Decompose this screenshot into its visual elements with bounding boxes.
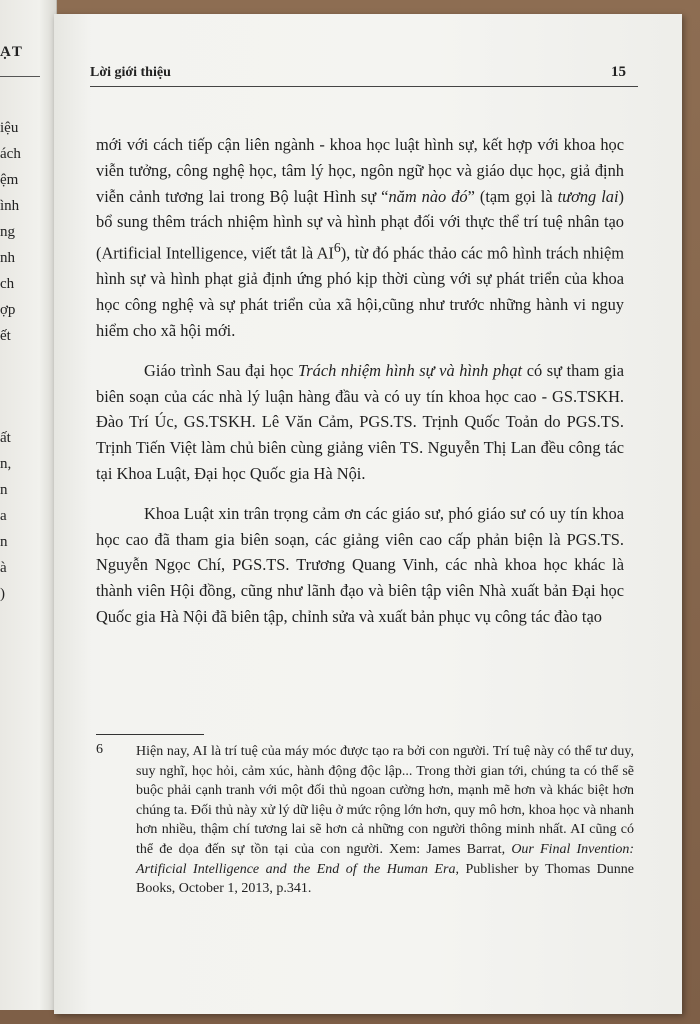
paragraph-1: [96, 132, 624, 344]
left-page-line-fragment: ng: [0, 224, 15, 240]
left-page-line-fragment: a: [0, 508, 7, 524]
footnote: [96, 742, 634, 899]
left-page-line-fragment: ệm: [0, 172, 19, 188]
text-run: ), từ đó phác thảo các mô hình trách nhiệm hình sự và hình phạt giả định ứng phó kịp thời cùng với sự phát triển của khoa học công nghệ và sự phát triển của xã hội,cũng như trước những hành vi nguy hiểm cho xã hội mới.: [96, 243, 624, 341]
text-run: ) bổ sung thêm trách nhiệm hình sự và hình phạt đối với thực thể trí tuệ nhân tạo (Artificial Intelligence, viết tắt là AI: [96, 186, 624, 263]
left-page-line-fragment: ách: [0, 146, 21, 162]
italic-run: Our Final Invention: Artificial Intelligence and the End of the Human Era: [136, 841, 635, 877]
left-page-line-fragment: ợp: [0, 302, 16, 318]
footnote-separator: [96, 734, 204, 735]
footnote-text: [136, 742, 634, 899]
text-run: Khoa Luật xin trân trọng cảm ơn các giáo sư, phó giáo sư có uy tín khoa học cao đã tham gia biên soạn, các giảng viên cao cấp phản biện là PGS.TS. Nguyễn Ngọc Chí, PGS.TS. Trương Quang Vinh, các nhà khoa học khác là thành viên Hội đồng, cũng như lãnh đạo và biên tập viên Nhà xuất bản Đại học Quốc gia Hà Nội đã biên tập, chỉnh sửa và xuất bản phục vụ công tác đào tạo: [96, 503, 624, 627]
left-page-edge: [0, 0, 57, 1010]
italic-run: Trách nhiệm hình sự và hình phạt: [298, 360, 523, 380]
text-run: Hiện nay, AI là trí tuệ của máy móc được tạo ra bởi con người. Trí tuệ này có thể tư duy, suy nghĩ, học hỏi, cảm xúc, hành động độc lập... Trong thời gian tới, chúng ta có thể sẽ buộc phải cạnh tranh với một đối thủ ngoan cường hơn, mạnh mẽ hơn và khác biệt hơn chúng ta. Đối thủ này xử lý dữ liệu ở mức rộng lớn hơn, quy mô hơn, khoa học và nhanh hơn nhiều, thậm chí tương lai sẽ hơn cả những con người thông minh nhất. AI cũng có thể đe dọa đến sự tồn tại của con người. Xem: James Barrat,: [136, 744, 634, 857]
book-page: [54, 14, 682, 1014]
left-page-line-fragment: ): [0, 586, 5, 602]
left-page-line-fragment: n: [0, 482, 8, 498]
paragraph-3: [96, 501, 624, 630]
footnote-reference: 6: [333, 240, 341, 256]
left-page-line-fragment: à: [0, 560, 7, 576]
left-page-line-fragment: iệu: [0, 120, 19, 136]
paragraph-2: [96, 358, 624, 487]
left-page-line-fragment: n,: [0, 456, 12, 472]
text-run: , Publisher by Thomas Dunne Books, October 1, 2013, p.341.: [136, 861, 634, 897]
italic-run: tương lai: [557, 186, 619, 206]
left-page-heading-fragment: ẠT: [0, 44, 23, 60]
left-page-line-fragment: nh: [0, 250, 15, 266]
left-page-line-fragment: ất: [0, 430, 11, 446]
text-run: có sự tham gia biên soạn của các nhà lý luận hàng đầu và có uy tín khoa học cao - GS.TSKH. Đào Trí Úc, GS.TSKH. Lê Văn Cảm, PGS.TS. Trịnh Quốc Toản do PGS.TS. Trịnh Tiến Việt làm chủ biên cùng giảng viên TS. Nguyễn Thị Lan đều công tác tại Khoa Luật, Đại học Quốc gia Hà Nội.: [96, 360, 624, 484]
text-run: ” (tạm gọi là: [467, 186, 558, 206]
left-page-line-fragment: ch: [0, 276, 15, 292]
text-run: Giáo trình Sau đại học: [144, 360, 299, 380]
footnote-number: 6: [96, 742, 103, 757]
left-page-line-fragment: n: [0, 534, 8, 550]
left-page-header-rule: [0, 76, 40, 77]
text-run: mới với cách tiếp cận liên ngành - khoa học luật hình sự, kết hợp với khoa học viễn tưởng, công nghệ học, tâm lý học, ngôn ngữ học và giáo dục học, giả định viễn cảnh tương lai trong Bộ luật Hình sự “: [96, 135, 624, 206]
running-header: [90, 60, 638, 87]
italic-run: năm nào đó: [388, 186, 468, 206]
body-text: [96, 132, 624, 644]
left-page-line-fragment: ình: [0, 198, 20, 214]
left-page-line-fragment: ết: [0, 328, 11, 344]
page-number: 15: [611, 64, 626, 80]
running-title: Lời giới thiệu: [90, 65, 171, 80]
